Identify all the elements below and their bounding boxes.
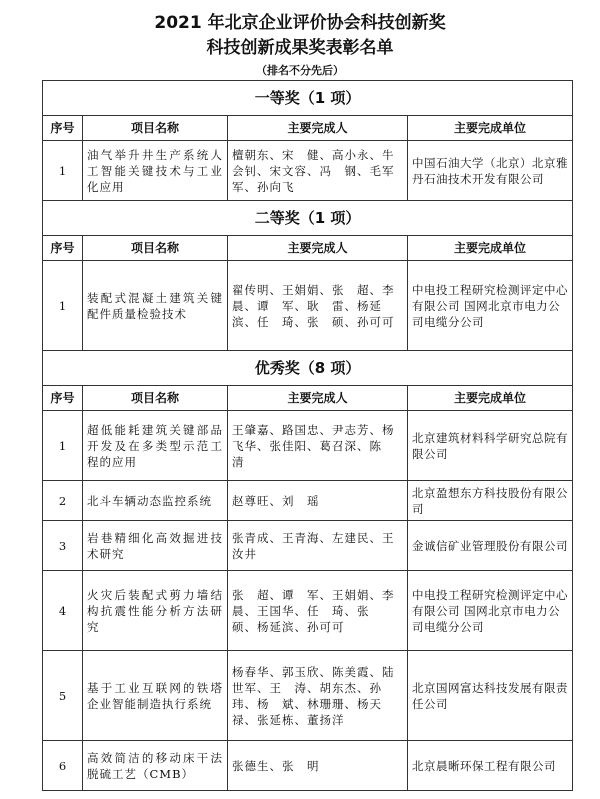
org-cell: 北京盈想东方科技股份有限公司: [408, 481, 573, 521]
header-people: 主要完成人: [228, 116, 408, 141]
header-seq: 序号: [43, 386, 83, 411]
project-cell: 火灾后装配式剪力墙结构抗震性能分析方法研究: [83, 571, 228, 651]
header-project: 项目名称: [83, 236, 228, 261]
header-people: 主要完成人: [228, 236, 408, 261]
seq-cell: 5: [43, 651, 83, 741]
table-row: [43, 411, 573, 481]
header-seq: 序号: [43, 236, 83, 261]
people-cell: 张德生、张 明: [228, 741, 408, 791]
org-cell: 中电投工程研究检测评定中心有限公司 国网北京市电力公司电缆分公司: [408, 571, 573, 651]
project-cell: 岩巷精细化高效掘进技术研究: [83, 521, 228, 571]
award-table: [42, 80, 573, 791]
project-cell: 北斗车辆动态监控系统: [83, 481, 228, 521]
org-cell: 北京晨晰环保工程有限公司: [408, 741, 573, 791]
section-title: 二等奖（1 项）: [43, 201, 573, 236]
header-people: 主要完成人: [228, 386, 408, 411]
project-cell: 超低能耗建筑关键部品开发及在多类型示范工程的应用: [83, 411, 228, 481]
header-row: [43, 236, 573, 261]
section-row: [43, 81, 573, 116]
header-row: [43, 386, 573, 411]
table-row: [43, 571, 573, 651]
section-row: [43, 201, 573, 236]
org-cell: 北京建筑材料科学研究总院有限公司: [408, 411, 573, 481]
seq-cell: 1: [43, 411, 83, 481]
people-cell: 檀朝东、宋 健、高小永、牛会钊、宋文容、冯 钢、毛军军、孙向飞: [228, 141, 408, 201]
org-cell: 中国石油大学（北京）北京雅丹石油技术开发有限公司: [408, 141, 573, 201]
header-org: 主要完成单位: [408, 386, 573, 411]
header-project: 项目名称: [83, 116, 228, 141]
document-title-line2: 科技创新成果奖表彰名单: [206, 38, 394, 58]
people-cell: 赵尊旺、刘 瑶: [228, 481, 408, 521]
header-org: 主要完成单位: [408, 236, 573, 261]
table-row: [43, 741, 573, 791]
seq-cell: 2: [43, 481, 83, 521]
document-title-line1: 2021 年北京企业评价协会科技创新奖: [154, 13, 446, 33]
table-row: [43, 261, 573, 351]
section-row: [43, 351, 573, 386]
header-row: [43, 116, 573, 141]
people-cell: 张青成、王青海、左建民、王汝井: [228, 521, 408, 571]
table-row: [43, 141, 573, 201]
people-cell: 杨春华、郭玉欣、陈美霞、陆世军、王 涛、胡东杰、孙 玮、杨 斌、林珊珊、杨天禄、张延栋、董扬洋: [228, 651, 408, 741]
seq-cell: 4: [43, 571, 83, 651]
org-cell: 中电投工程研究检测评定中心有限公司 国网北京市电力公司电缆分公司: [408, 261, 573, 351]
seq-cell: 1: [43, 261, 83, 351]
table-row: [43, 651, 573, 741]
org-cell: 北京国网富达科技发展有限责任公司: [408, 651, 573, 741]
project-cell: 油气举升井生产系统人工智能关键技术与工业化应用: [83, 141, 228, 201]
ranking-note: （排名不分先后）: [256, 64, 344, 77]
people-cell: 翟传明、王娟娟、张 超、李 晨、谭 军、耿 雷、杨延滨、任 琦、张 硕、孙可可: [228, 261, 408, 351]
header-org: 主要完成单位: [408, 116, 573, 141]
section-title: 一等奖（1 项）: [43, 81, 573, 116]
project-cell: 基于工业互联网的铁塔企业智能制造执行系统: [83, 651, 228, 741]
table-row: [43, 521, 573, 571]
project-cell: 高效简洁的移动床干法脱硫工艺（CMB）: [83, 741, 228, 791]
project-cell: 装配式混凝土建筑关键配件质量检验技术: [83, 261, 228, 351]
seq-cell: 6: [43, 741, 83, 791]
header-seq: 序号: [43, 116, 83, 141]
people-cell: 王肇嘉、路国忠、尹志芳、杨飞华、张佳阳、葛召深、陈 清: [228, 411, 408, 481]
table-row: [43, 481, 573, 521]
section-title: 优秀奖（8 项）: [43, 351, 573, 386]
org-cell: 金诚信矿业管理股份有限公司: [408, 521, 573, 571]
seq-cell: 3: [43, 521, 83, 571]
people-cell: 张 超、谭 军、王娟娟、李 晨、王国华、任 琦、张 硕、杨延滨、孙可可: [228, 571, 408, 651]
header-project: 项目名称: [83, 386, 228, 411]
seq-cell: 1: [43, 141, 83, 201]
